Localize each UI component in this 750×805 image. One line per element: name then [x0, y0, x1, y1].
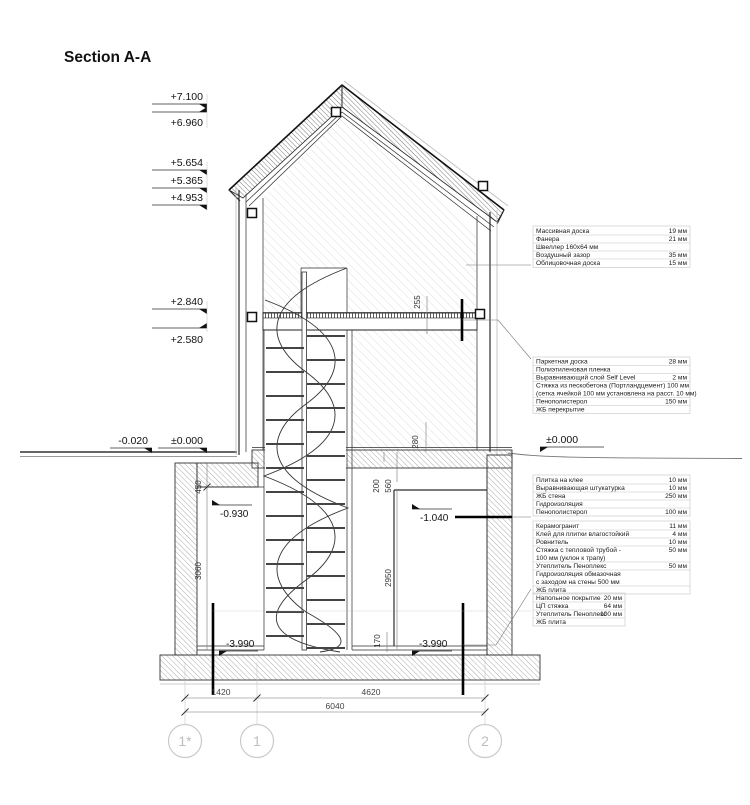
callout-row-value: 10 мм: [668, 485, 687, 492]
callout-row-label: Выравнивающий слой Self Level: [536, 374, 636, 382]
dim-3060: 3060: [194, 562, 203, 580]
callout-row-value: 11 мм: [669, 523, 687, 530]
level-plus-7100: +7.100: [170, 91, 203, 103]
callout-row-value: 21 мм: [668, 236, 687, 243]
level-plus-2580: +2.580: [170, 334, 203, 346]
level-plus-5654: +5.654: [170, 157, 203, 169]
callout-row-value: 19 мм: [668, 228, 687, 235]
dim-560: 560: [384, 479, 393, 493]
callout-row-value: 20 мм: [603, 595, 622, 602]
drawing-title: Section A-A: [64, 49, 152, 66]
callout-row-label: ЦП стяжка: [536, 603, 569, 610]
callout-row-label: Клей для плитки влагостойкий: [536, 531, 630, 538]
callout-row-label: Стяжка с тепловой трубой -: [536, 547, 621, 554]
callout-row-label: ЖБ плита: [536, 587, 566, 594]
callout-row-value: 2 мм: [672, 374, 687, 382]
level-minus-3990-right: -3.990: [419, 639, 448, 650]
callout-row-label: Напольное покрытие: [536, 595, 601, 602]
level-zero-left: ±0.000: [170, 435, 203, 447]
callout-row-label: Полиэтиленовая пленка: [536, 366, 611, 374]
callout-row-value: 50 мм: [668, 563, 687, 570]
callout-row-value: 10 мм: [668, 477, 687, 484]
dim-280: 280: [411, 435, 420, 449]
dim-200: 200: [372, 479, 381, 493]
level-zero-right: ±0.000: [546, 434, 579, 446]
dim-1420: 1420: [211, 687, 231, 697]
level-minus-0020: -0.020: [118, 435, 148, 447]
level-minus-3990-left: -3.990: [226, 639, 255, 650]
callout-row-label: Стяжка из пескобетона (Портландцемент) 100 мм: [536, 382, 690, 390]
callout-row-label: Пенополистерол: [536, 509, 588, 516]
level-plus-4953: +4.953: [170, 192, 203, 204]
callout-row-label: Утеплитель Пеноплекс: [536, 611, 607, 618]
callout-row-label: Гидроизоляция: [536, 501, 583, 508]
callout-row-value: 100 мм: [600, 611, 622, 618]
callout-row-value: 35 мм: [668, 252, 687, 259]
callout-basement-floor-layers: [533, 593, 625, 626]
grid-label-2: 2: [481, 733, 489, 749]
callout-facade-layers: [533, 226, 690, 268]
dim-450: 450: [194, 480, 203, 494]
callout-row-label: Выравнивающая штукатурка: [536, 485, 625, 492]
callout-row-label: Плитка на клее: [536, 477, 584, 484]
grid-label-1: 1: [253, 733, 261, 749]
elevation-marks-left: [110, 91, 207, 453]
callout-row-label: Керамогранит: [536, 523, 580, 530]
callout-row-label: с заходом на стены 500 мм: [536, 579, 620, 586]
callout-row-value: 50 мм: [668, 547, 687, 554]
callout-row-label: Швеллер 160х64 мм: [536, 244, 599, 251]
level-plus-6960: +6.960: [170, 117, 203, 129]
second-floor-slab: [263, 313, 477, 331]
dim-6040: 6040: [325, 701, 345, 711]
callout-row-label: Фанера: [536, 236, 560, 243]
callout-basement-wall-layers: [533, 475, 690, 516]
callout-row-label: (сетка ячейкой 100 мм установлена на расст. 10 мм): [536, 390, 697, 398]
callout-row-value: 15 мм: [668, 260, 687, 267]
level-minus-1040: -1.040: [420, 513, 449, 524]
callout-row-label: Ровнитель: [536, 539, 569, 546]
elevation-mark-right-zero: [540, 434, 604, 452]
callout-row-value: 100 мм: [665, 509, 687, 516]
dim-170: 170: [373, 634, 382, 648]
level-plus-5365: +5.365: [170, 175, 203, 187]
callout-row-value: 250 мм: [665, 493, 687, 500]
callout-row-label: ЖБ перекрытие: [536, 406, 585, 414]
basement: [160, 455, 540, 684]
callout-row-value: 4 мм: [672, 531, 687, 538]
callout-row-value: 28 мм: [668, 358, 687, 366]
callout-row-label: Облицовочная доска: [536, 260, 601, 267]
callout-row-label: Гидроизоляция обмазочная: [536, 571, 621, 578]
callout-row-value: 10 мм: [668, 539, 687, 546]
grid-bubbles: [169, 725, 502, 758]
callout-row-label: Пенополистерол: [536, 398, 588, 406]
callout-row-label: Массивная доска: [536, 228, 590, 235]
callout-row-label: ЖБ плита: [536, 619, 566, 626]
level-minus-0930: -0.930: [220, 509, 249, 520]
callout-row-label: Воздушный зазор: [536, 252, 591, 259]
callout-row-label: 100 мм (уклон к трапу): [536, 555, 606, 562]
callout-row-value: 150 мм: [665, 398, 687, 406]
callout-row-label: ЖБ стена: [536, 493, 566, 500]
dim-4620: 4620: [361, 687, 381, 697]
callout-row-label: Утеплитель Пеноплекс: [536, 563, 607, 570]
dim-255: 255: [413, 295, 422, 309]
level-plus-2840: +2.840: [170, 296, 203, 308]
callout-row-value: 64 мм: [603, 603, 622, 610]
dim-2950: 2950: [384, 569, 393, 587]
grid-label-1star: 1*: [178, 733, 192, 749]
callout-wet-floor-layers: [533, 521, 690, 594]
callout-floor2-layers: [533, 357, 697, 414]
callout-row-label: Паркетная доска: [536, 358, 588, 366]
